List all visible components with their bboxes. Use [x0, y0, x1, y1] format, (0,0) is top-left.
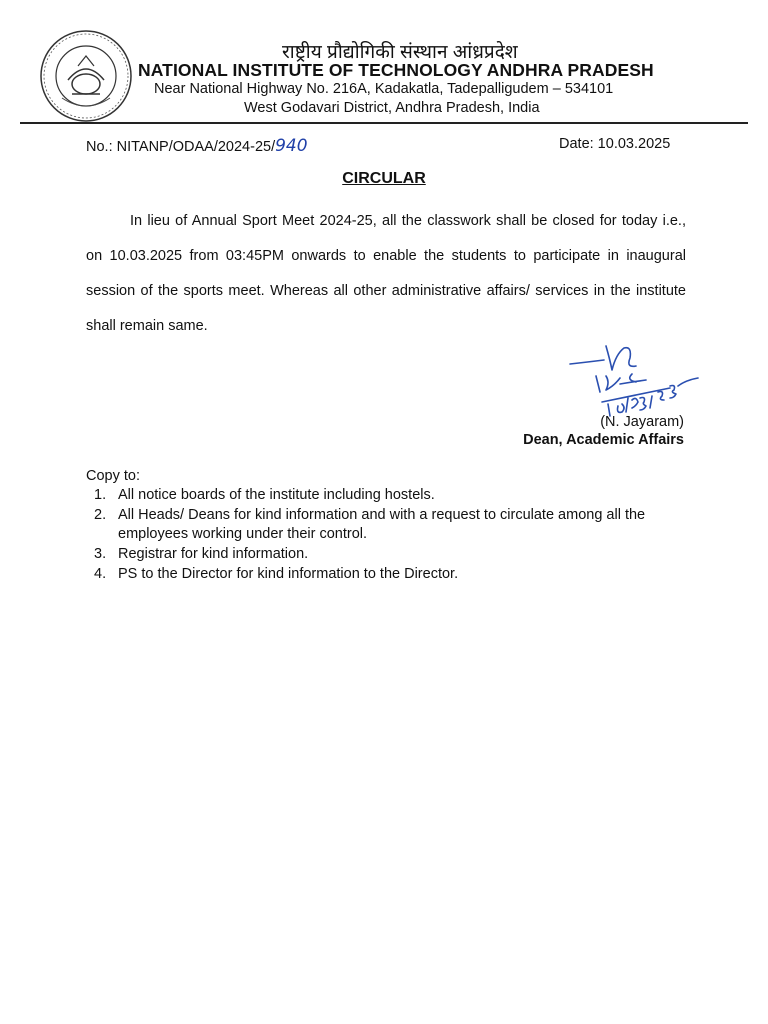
list-item	[86, 486, 686, 505]
circular-body-text: In lieu of Annual Sport Meet 2024-25, all the classwork shall be closed for today i.e., on 10.03.2025 from 03:45PM onwards to enable the students to participate in inaugural session of the sports meet. Whereas all other administrative affairs/ services in the institute shall remain same.	[86, 213, 686, 334]
list-item-text: Registrar for kind information.	[118, 546, 309, 562]
signatory-designation: Dean, Academic Affairs	[523, 432, 684, 448]
signatory-name: (N. Jayaram)	[600, 414, 684, 430]
document-title: CIRCULAR	[342, 170, 426, 187]
header-divider	[20, 122, 748, 124]
handwritten-reference-number: 940	[275, 136, 308, 156]
list-item-number: 2.	[94, 507, 107, 523]
institute-name-english: NATIONAL INSTITUTE OF TECHNOLOGY ANDHRA PRADESH	[138, 60, 654, 80]
list-item	[86, 565, 686, 584]
address-line-1: Near National Highway No. 216A, Kadakatla, Tadepalligudem – 534101	[154, 81, 614, 97]
copy-to-label: Copy to:	[86, 468, 140, 484]
list-item-text: All notice boards of the institute including hostels.	[118, 487, 435, 503]
list-item-number: 1.	[94, 487, 107, 503]
list-item-text: PS to the Director for kind information to the Director.	[118, 566, 459, 582]
list-item-text: All Heads/ Deans for kind information and with a request to circulate among all the employees working under their control.	[118, 507, 646, 542]
list-item-number: 3.	[94, 546, 107, 562]
address-line-2: West Godavari District, Andhra Pradesh, India	[244, 100, 540, 116]
institute-name-hindi: राष्ट्रीय प्रौद्योगिकी संस्थान आंध्रप्रदेश	[282, 42, 518, 63]
institute-seal-logo	[38, 28, 134, 124]
handwritten-signature	[566, 340, 706, 425]
list-item-number: 4.	[94, 566, 107, 582]
list-item	[86, 545, 686, 564]
circular-date: Date: 10.03.2025	[559, 136, 671, 152]
list-item	[86, 506, 686, 544]
reference-number	[86, 136, 308, 156]
reference-prefix: No.: NITANP/ODAA/2024-25/	[86, 139, 276, 155]
copy-to-list	[86, 486, 686, 585]
